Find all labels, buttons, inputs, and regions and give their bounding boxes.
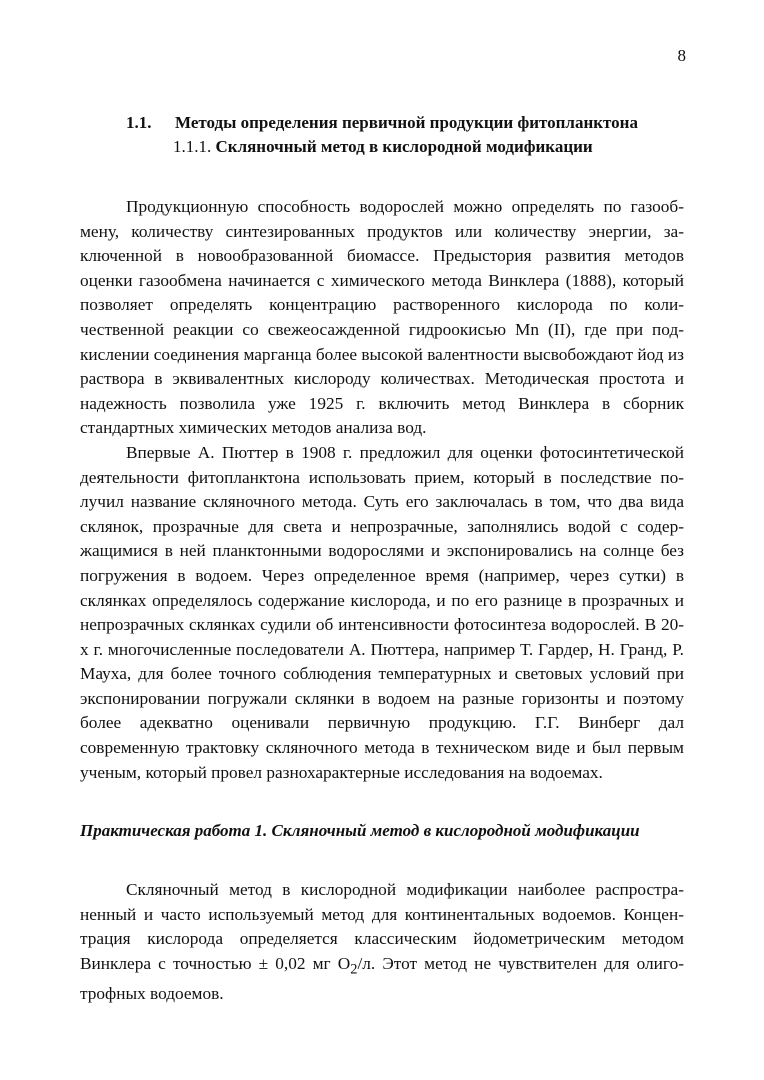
paragraph: Впервые А. Пюттер в 1908 г. предложил для оценки фотосинтетической деятельности фитопланктона использовать прием, который в последствие получил название скляночного метода. Суть его заключалась в том, что два вида склянок, прозрачные для света и непрозрачные, заполнялись водой с содержащимися в ней планктонными водорослями и экспонировались на солнце без погружения в водоем. Через определенное время (например, через сутки) в склянках определялось содержание кислорода, и по его разнице в прозрачных и непрозрачных склянках судили об интенсивности фотосинтеза водорослей. В 20-х г. многочисленные последователи А. Пюттера, например Т. Гардер, Н. Гранд, Р. Мауха, для более точного соблюдения температурных и световых условий при экспонировании погружали склянки в водоем на разные горизонты и поэтому более адекватно оценивали первичную продукцию. Г.Г. Винберг дал современную трактовку скляночного метода в техническом виде и был первым ученым, который провел разнохарактерные исследования на водоемах.: [80, 442, 684, 782]
paragraph: Продукционную способность водорослей можно определять по газообмену, количеству синтезированных продуктов или количеству энергии, заключенной в новообразованной биомассе. Предыстория развития методов оценки газообмена начинается с химического метода Винклера (1888), который позволяет определять концентрацию растворенного кислорода по количественной реакции со свежеосажденной гидроокисью Mn (II), где при подкислении соединения марганца более высокой валентности высвобождают йод из раствора в эквивалентных кислороду количествах. Методическая простота и надежность позволила уже 1925 г. включить метод Винклера в сборник стандартных химических методов анализа вод.: [80, 197, 684, 438]
paragraph-text: Скляночный метод в кислородной модификации наиболее распространенный и часто используемый метод для континентальных водоемов. Концентрация кислорода определяется классическим йодометрическим методом Винклера с точностью ± 0,02 мг O: [80, 880, 684, 974]
subsection-heading: [80, 136, 684, 158]
page-content: [80, 112, 684, 1007]
section-title: Методы определения первичной продукции фитопланктона: [175, 113, 638, 132]
oxygen-subscript: 2: [350, 961, 358, 978]
section-heading: [80, 112, 684, 134]
page-number: 8: [677, 46, 686, 65]
paragraph: [80, 878, 684, 1006]
practical-work-heading: Практическая работа 1. Скляночный метод в кислородной модификации: [80, 821, 640, 841]
paragraph-text: /л. Этот метод не чувствителен для олиготрофных водоемов.: [80, 954, 684, 1004]
subsection-number: 1.1.1.: [173, 137, 212, 156]
subsection-title: Скляночный метод в кислородной модификации: [215, 137, 593, 156]
section-number: 1.1.: [126, 113, 152, 132]
